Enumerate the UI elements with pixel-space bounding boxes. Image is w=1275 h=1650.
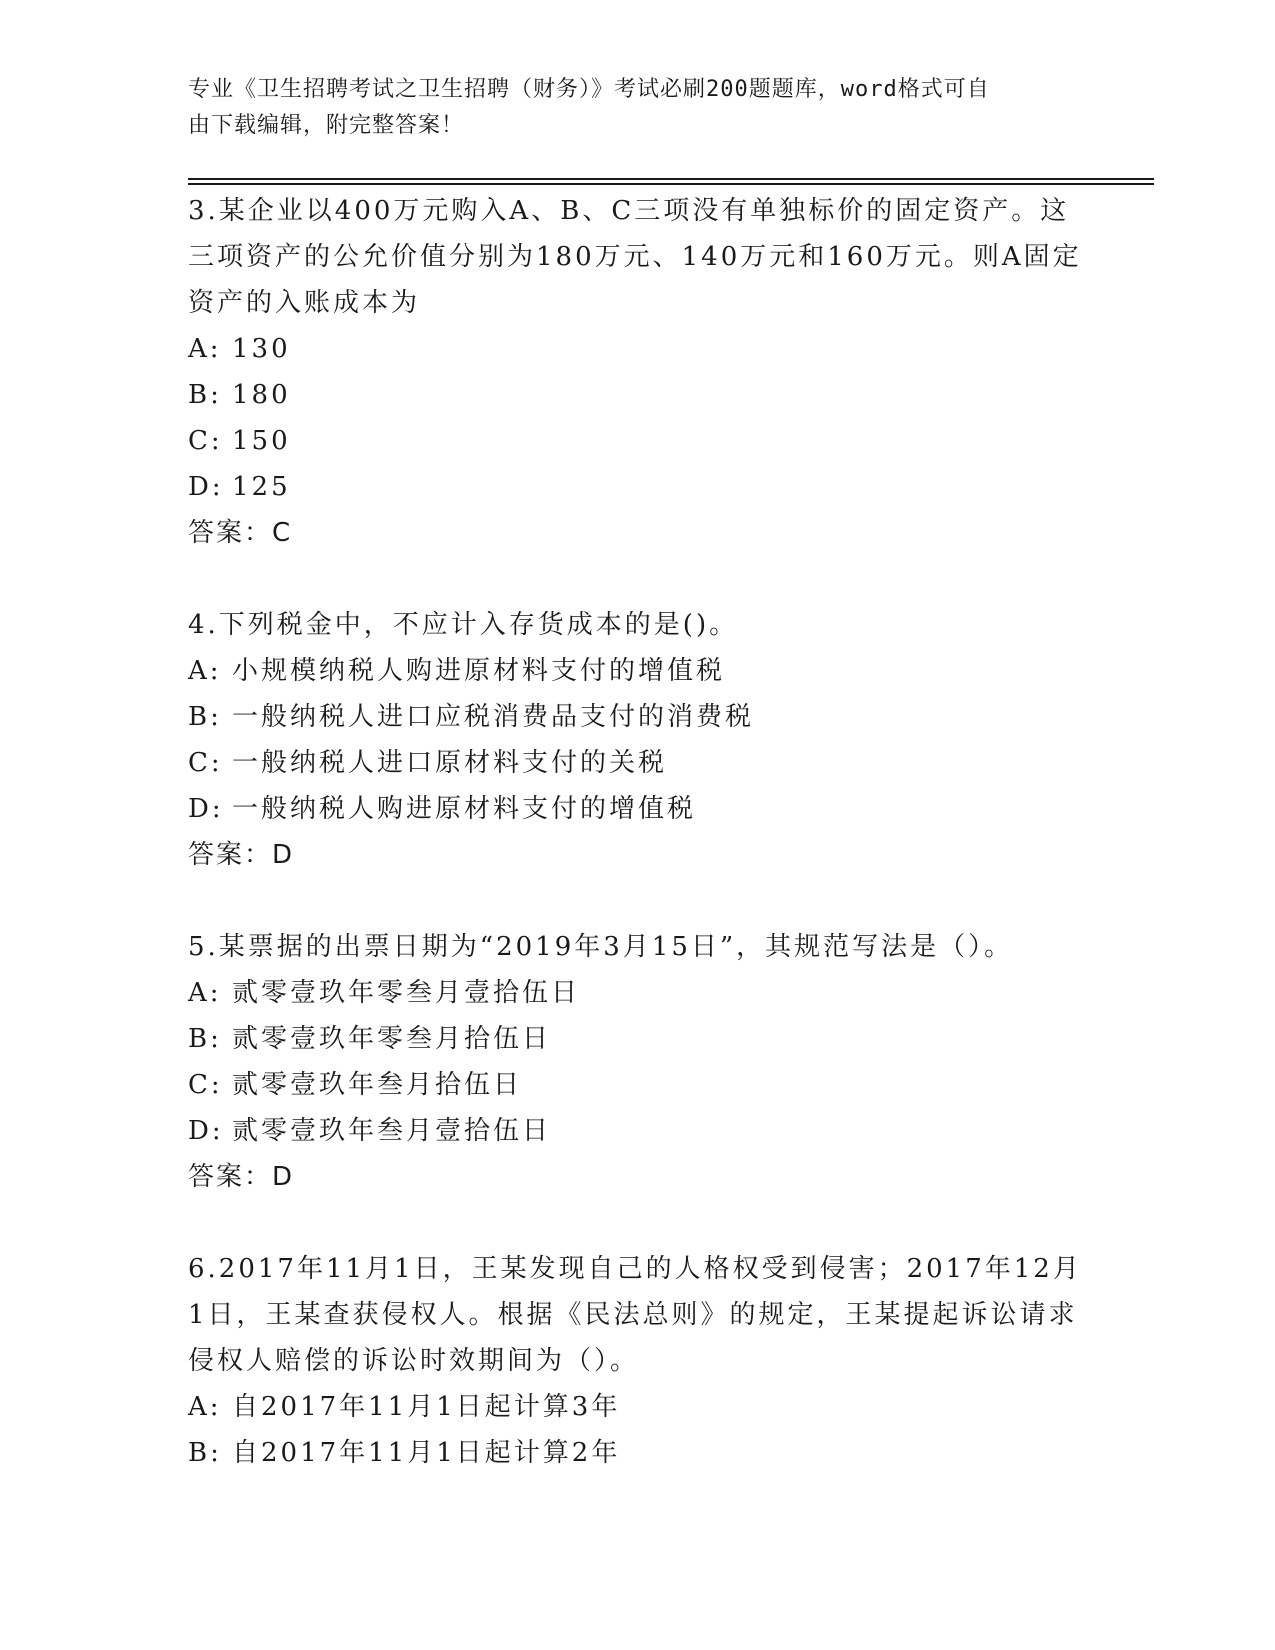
question-6: [188, 1246, 1088, 1476]
option-letter: B:: [188, 1438, 222, 1468]
option-c: [188, 418, 1088, 464]
option-b: [188, 1430, 1088, 1476]
option-letter: A:: [188, 334, 222, 364]
header-line-2: 由下载编辑，附完整答案！: [188, 113, 465, 138]
header-divider-bottom: [188, 183, 1154, 185]
header-line-1: 专业《卫生招聘考试之卫生招聘（财务）》考试必刷200题题库，word格式可自: [188, 77, 990, 102]
option-text: 125: [232, 472, 291, 502]
option-letter: C:: [188, 426, 223, 456]
option-text: 小规模纳税人购进原材料支付的增值税: [232, 656, 726, 686]
question-text-line: 6.2017年11月1日，王某发现自己的人格权受到侵害；2017年12月: [188, 1254, 1082, 1284]
option-text: 一般纳税人进口应税消费品支付的消费税: [232, 702, 755, 732]
document-header: [188, 72, 1068, 144]
option-a: [188, 970, 1088, 1016]
option-letter: A:: [188, 978, 222, 1008]
option-c: [188, 1062, 1088, 1108]
question-text-line: 资产的入账成本为: [188, 288, 421, 318]
option-letter: A:: [188, 1392, 222, 1422]
option-text: 150: [232, 426, 291, 456]
option-letter: A:: [188, 656, 222, 686]
option-d: [188, 786, 1088, 832]
option-text: 自2017年11月1日起计算3年: [232, 1392, 621, 1422]
option-b: [188, 1016, 1088, 1062]
option-letter: C:: [188, 1070, 223, 1100]
option-d: [188, 464, 1088, 510]
option-text: 180: [232, 380, 291, 410]
option-text: 一般纳税人购进原材料支付的增值税: [232, 794, 697, 824]
option-text: 贰零壹玖年叁月拾伍日: [232, 1070, 523, 1100]
question-4: [188, 602, 1088, 878]
option-text: 贰零壹玖年零叁月壹拾伍日: [232, 978, 581, 1008]
option-b: [188, 694, 1088, 740]
answer-line: 答案：C: [188, 518, 293, 548]
question-3: [188, 188, 1088, 556]
question-list: [188, 188, 1088, 1476]
option-text: 贰零壹玖年叁月壹拾伍日: [232, 1116, 552, 1146]
option-letter: D:: [188, 794, 224, 824]
option-d: [188, 1108, 1088, 1154]
option-text: 130: [232, 334, 291, 364]
option-a: [188, 648, 1088, 694]
option-letter: B:: [188, 380, 222, 410]
answer-line: 答案：D: [188, 1162, 295, 1192]
option-letter: D:: [188, 472, 224, 502]
option-c: [188, 740, 1088, 786]
option-b: [188, 372, 1088, 418]
question-text-line: 5.某票据的出票日期为“2019年3月15日”，其规范写法是（）。: [188, 932, 1014, 962]
option-letter: B:: [188, 1024, 222, 1054]
question-5: [188, 924, 1088, 1200]
option-a: [188, 1384, 1088, 1430]
question-text-line: 3.某企业以400万元购入A、B、C三项没有单独标价的固定资产。这: [188, 196, 1070, 226]
answer-line: 答案：D: [188, 840, 295, 870]
question-text-line: 1日，王某查获侵权人。根据《民法总则》的规定，王某提起诉讼请求: [188, 1300, 1078, 1330]
option-text: 一般纳税人进口原材料支付的关税: [232, 748, 668, 778]
question-spacer: [188, 1200, 1088, 1246]
option-letter: D:: [188, 1116, 224, 1146]
option-letter: B:: [188, 702, 222, 732]
question-text-line: 三项资产的公允价值分别为180万元、140万元和160万元。则A固定: [188, 242, 1082, 272]
question-spacer: [188, 556, 1088, 602]
question-spacer: [188, 878, 1088, 924]
header-divider-top: [188, 178, 1154, 180]
option-text: 贰零壹玖年零叁月拾伍日: [232, 1024, 552, 1054]
option-text: 自2017年11月1日起计算2年: [232, 1438, 621, 1468]
option-letter: C:: [188, 748, 223, 778]
question-text-line: 侵权人赔偿的诉讼时效期间为（）。: [188, 1346, 640, 1376]
question-text-line: 4.下列税金中，不应计入存货成本的是()。: [188, 610, 739, 640]
option-a: [188, 326, 1088, 372]
